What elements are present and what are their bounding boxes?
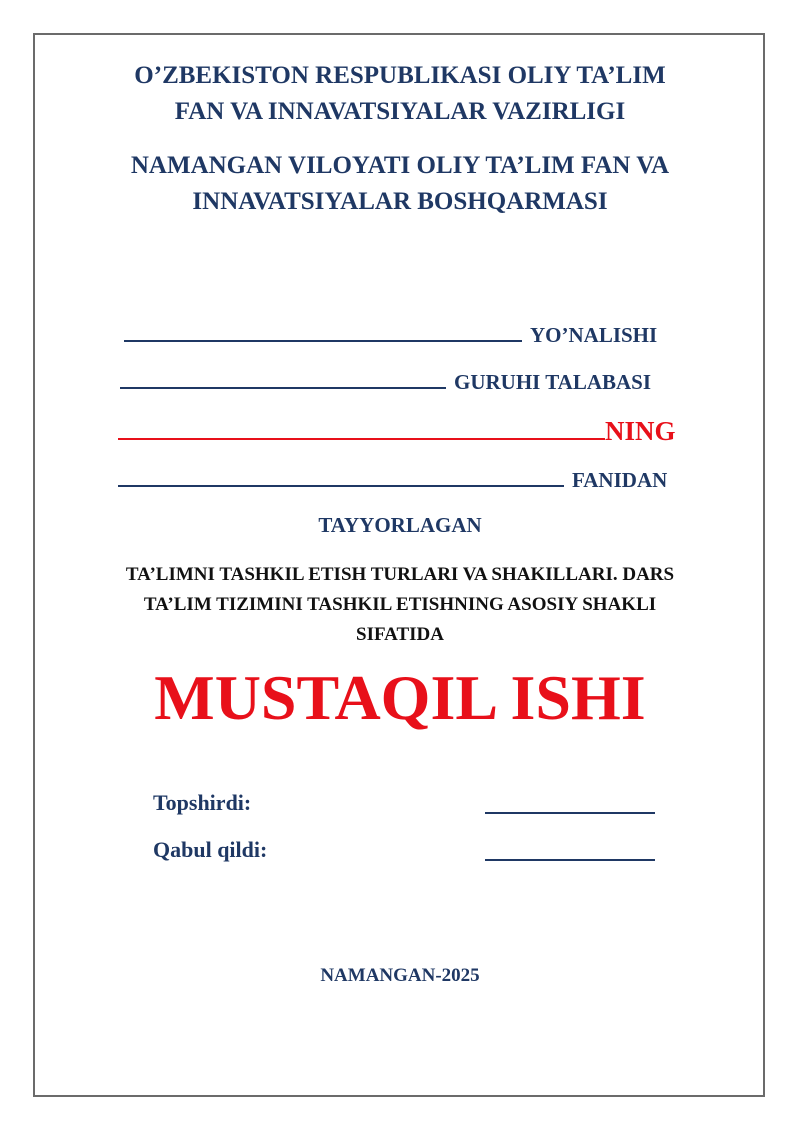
- ministry-line-2: FAN VA INNAVATSIYALAR VAZIRLIGI: [174, 98, 626, 125]
- accepted-signature-line: [485, 859, 655, 861]
- topic-title: [0, 560, 800, 650]
- ministry-heading: [0, 58, 800, 130]
- prepared-label: TAYYORLAGAN: [318, 513, 482, 537]
- group-label: GURUHI TALABASI: [454, 370, 652, 394]
- region-line-1: NAMANGAN VILOYATI OLIY TA’LIM FAN VA: [130, 152, 670, 179]
- submitted-signature-line: [485, 812, 655, 814]
- student-suffix: NING: [605, 416, 676, 446]
- direction-label: YO’NALISHI: [530, 323, 658, 347]
- subject-blank-line: [118, 484, 564, 487]
- topic-line-3: SIFATIDA: [356, 624, 444, 645]
- student-name-field: [118, 416, 676, 447]
- submitted-label: Topshirdi:: [153, 790, 252, 815]
- direction-blank-line: [124, 339, 522, 342]
- region-line-2: INNAVATSIYALAR BOSHQARMASI: [192, 188, 608, 215]
- footer-city-year: NAMANGAN-2025: [320, 965, 480, 986]
- group-blank-line: [120, 386, 446, 389]
- region-heading: [0, 148, 800, 220]
- ministry-line-1: O’ZBEKISTON RESPUBLIKASI OLIY TA’LIM: [134, 62, 666, 89]
- student-name-blank-line: [118, 437, 605, 440]
- subject-label: FANIDAN: [572, 468, 668, 492]
- subject-field: [118, 468, 667, 493]
- accepted-label: Qabul qildi:: [153, 837, 268, 862]
- topic-line-2: TA’LIM TIZIMINI TASHKIL ETISHNING ASOSIY SHAKLI: [143, 594, 657, 615]
- work-title: MUSTAQIL ISHI: [154, 662, 646, 733]
- topic-line-1: TA’LIMNI TASHKIL ETISH TURLARI VA SHAKILLARI. DARS: [125, 564, 675, 585]
- group-field: [120, 370, 651, 395]
- direction-field: [124, 323, 657, 348]
